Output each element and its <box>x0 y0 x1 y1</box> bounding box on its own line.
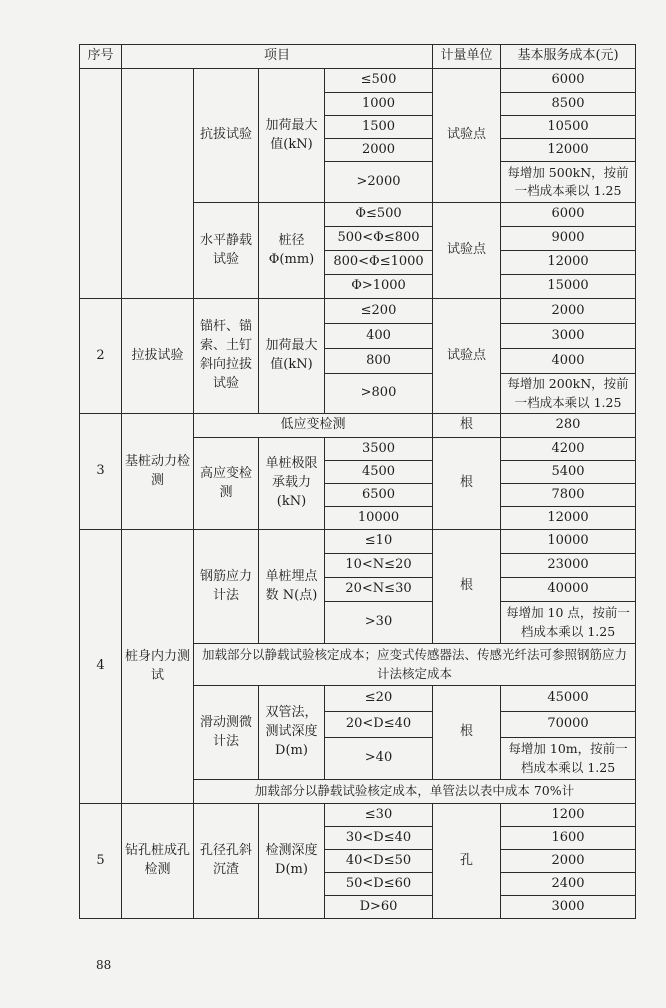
item-horizontal: 水平静载试验 <box>194 203 259 299</box>
cost-cell: 4000 <box>501 349 636 374</box>
cost-cell: 10500 <box>501 116 636 139</box>
unit-borehole: 孔 <box>433 804 501 919</box>
cost-cell: 每增加 10 点，按前一档成本乘以 1.25 <box>501 602 636 644</box>
level-cell: 2000 <box>325 139 433 162</box>
cost-cell: 23000 <box>501 554 636 578</box>
level-cell: ≤200 <box>325 299 433 324</box>
item-slide: 滑动测微计法 <box>194 686 259 780</box>
level-cell: 10<N≤20 <box>325 554 433 578</box>
level-cell: 1000 <box>325 93 433 116</box>
table-row <box>80 804 636 827</box>
cost-cell: 10000 <box>501 530 636 554</box>
seq-cell-5: 5 <box>80 804 122 919</box>
cost-cell: 12000 <box>501 507 636 530</box>
cost-cell: 2000 <box>501 299 636 324</box>
param-high-strain: 单桩极限承载力(kN) <box>259 438 325 530</box>
level-cell: 800 <box>325 349 433 374</box>
level-cell: 30<D≤40 <box>325 827 433 850</box>
level-cell: ≤10 <box>325 530 433 554</box>
page-number: 88 <box>96 958 112 972</box>
level-cell: >30 <box>325 602 433 644</box>
level-cell: 6500 <box>325 484 433 507</box>
level-cell: 4500 <box>325 461 433 484</box>
seq-cell-1 <box>80 69 122 299</box>
cost-cell: 70000 <box>501 712 636 738</box>
param-horizontal: 桩径Φ(mm) <box>259 203 325 299</box>
header-unit: 计量单位 <box>433 45 501 69</box>
item-cell-2: 拉拔试验 <box>122 299 194 414</box>
cost-cell: 1200 <box>501 804 636 827</box>
level-cell: 3500 <box>325 438 433 461</box>
unit-low-strain: 根 <box>433 414 501 438</box>
item-rebar: 钢筋应力计法 <box>194 530 259 644</box>
item-pullout: 抗拔试验 <box>194 69 259 203</box>
level-cell: >2000 <box>325 162 433 203</box>
cost-cell: 3000 <box>501 896 636 919</box>
cost-table <box>79 44 636 919</box>
unit-anchor: 试验点 <box>433 299 501 414</box>
level-cell: 40<D≤50 <box>325 850 433 873</box>
level-cell: 800<Φ≤1000 <box>325 251 433 275</box>
unit-horizontal: 试验点 <box>433 203 501 299</box>
note-slide: 加载部分以静载试验核定成本，单管法以表中成本 70%计 <box>194 780 636 804</box>
level-cell: Φ>1000 <box>325 275 433 299</box>
header-cost: 基本服务成本(元) <box>501 45 636 69</box>
cost-cell: 7800 <box>501 484 636 507</box>
cost-cell: 6000 <box>501 203 636 227</box>
table-row <box>80 69 636 93</box>
unit-pullout: 试验点 <box>433 69 501 203</box>
unit-high-strain: 根 <box>433 438 501 530</box>
param-anchor: 加荷最大值(kN) <box>259 299 325 414</box>
header-item: 项目 <box>122 45 433 69</box>
item-borehole: 孔径孔斜沉渣 <box>194 804 259 919</box>
cost-cell: 每增加 200kN，按前一档成本乘以 1.25 <box>501 374 636 414</box>
item-high-strain: 高应变检测 <box>194 438 259 530</box>
cost-cell: 4200 <box>501 438 636 461</box>
cost-cell: 8500 <box>501 93 636 116</box>
cost-cell: 3000 <box>501 324 636 349</box>
level-cell: 10000 <box>325 507 433 530</box>
level-cell: 1500 <box>325 116 433 139</box>
cost-cell: 45000 <box>501 686 636 712</box>
item-cell-1 <box>122 69 194 299</box>
cost-cell: 5400 <box>501 461 636 484</box>
level-cell: D>60 <box>325 896 433 919</box>
cost-cell: 15000 <box>501 275 636 299</box>
level-cell: 500<Φ≤800 <box>325 227 433 251</box>
header-row <box>80 45 636 69</box>
cost-cell: 6000 <box>501 69 636 93</box>
level-cell: ≤20 <box>325 686 433 712</box>
cost-cell: 40000 <box>501 578 636 602</box>
seq-cell-4: 4 <box>80 530 122 804</box>
note-rebar: 加载部分以静载试验核定成本；应变式传感器法、传感光纤法可参照钢筋应力计法核定成本 <box>194 644 636 686</box>
level-cell: Φ≤500 <box>325 203 433 227</box>
table-row <box>80 299 636 324</box>
level-cell: ≤500 <box>325 69 433 93</box>
cost-cell: 12000 <box>501 139 636 162</box>
cost-cell: 2000 <box>501 850 636 873</box>
seq-cell-3: 3 <box>80 414 122 530</box>
item-cell-3: 基桩动力检测 <box>122 414 194 530</box>
item-low-strain: 低应变检测 <box>194 414 433 438</box>
unit-rebar: 根 <box>433 530 501 644</box>
item-cell-5: 钻孔桩成孔检测 <box>122 804 194 919</box>
param-pullout: 加荷最大值(kN) <box>259 69 325 203</box>
level-cell: >40 <box>325 738 433 780</box>
param-rebar: 单桩埋点数 N(点) <box>259 530 325 644</box>
table-row <box>80 414 636 438</box>
cost-cell: 每增加 500kN，按前一档成本乘以 1.25 <box>501 162 636 203</box>
cost-cell: 1600 <box>501 827 636 850</box>
seq-cell-2: 2 <box>80 299 122 414</box>
param-slide: 双管法，测试深度D(m) <box>259 686 325 780</box>
cost-cell: 9000 <box>501 227 636 251</box>
cost-cell: 12000 <box>501 251 636 275</box>
item-anchor: 锚杆、锚索、土钉斜向拉拔试验 <box>194 299 259 414</box>
cost-cell: 2400 <box>501 873 636 896</box>
unit-slide: 根 <box>433 686 501 780</box>
level-cell: ≤30 <box>325 804 433 827</box>
level-cell: 400 <box>325 324 433 349</box>
item-cell-4: 桩身内力测试 <box>122 530 194 804</box>
param-borehole: 检测深度D(m) <box>259 804 325 919</box>
level-cell: >800 <box>325 374 433 414</box>
level-cell: 20<D≤40 <box>325 712 433 738</box>
header-seq: 序号 <box>80 45 122 69</box>
cost-cell: 每增加 10m，按前一档成本乘以 1.25 <box>501 738 636 780</box>
table-row <box>80 530 636 554</box>
level-cell: 50<D≤60 <box>325 873 433 896</box>
level-cell: 20<N≤30 <box>325 578 433 602</box>
cost-cell: 280 <box>501 414 636 438</box>
